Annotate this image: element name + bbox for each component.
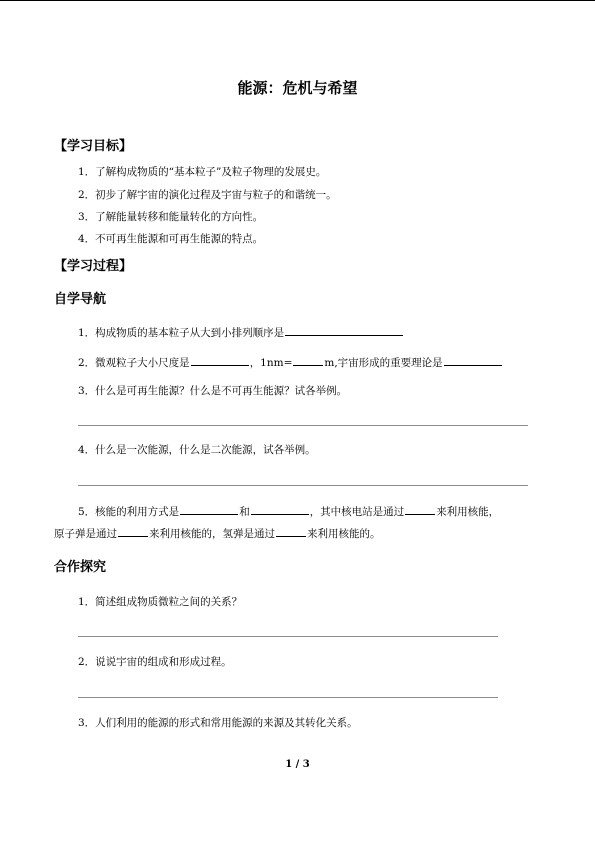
answer-blank[interactable] [251,502,309,515]
answer-line[interactable] [78,697,498,698]
question-text: m,宇宙形成的重要理论是 [324,357,443,369]
answer-blank[interactable] [191,353,249,366]
coop-heading: 合作探究 [54,560,107,575]
answer-blank[interactable] [285,323,403,336]
goal-item-4: 4．不可再生能源和可再生能源的特点。 [78,233,264,245]
question-text: 来利用核能的，氢弹是通过 [149,528,275,540]
goal-item-3: 3．了解能量转移和能量转化的方向性。 [78,211,264,223]
self-study-question-3: 3．什么是可再生能源？什么是不可再生能源？试各举例。 [78,385,348,397]
answer-line[interactable] [78,425,528,426]
self-study-question-4: 4．什么是一次能源，什么是二次能源，试各举例。 [78,444,316,456]
question-text: 2．微观粒子大小尺度是 [78,357,190,369]
question-text: 和 [239,506,250,518]
self-study-question-2 [78,353,503,371]
question-text: 来利用核能， [436,506,500,518]
answer-blank[interactable] [118,524,148,537]
page-title: 能源：危机与希望 [237,79,358,97]
self-study-question-1 [78,323,404,341]
answer-blank[interactable] [405,502,435,515]
goals-heading: 【学习目标】 [54,139,133,154]
question-text: 5．核能的利用方式是 [78,506,180,518]
question-text: 来利用核能的。 [307,528,381,540]
answer-blank[interactable] [444,353,502,366]
answer-blank[interactable] [180,502,238,515]
question-text: 原子弹是通过 [54,528,117,540]
goal-item-2: 2．初步了解宇宙的演化过程及宇宙与粒子的和谐统一。 [78,189,337,201]
coop-question-1: 1．简述组成物质微粒之间的关系？ [78,596,243,608]
question-text: 1．构成物质的基本粒子从大到小排列顺序是 [78,327,285,339]
page-number: 1 / 3 [285,759,310,770]
coop-question-2: 2．说说宇宙的组成和形成过程。 [78,656,232,668]
top-rule [0,0,595,1]
question-text: ，1nm= [249,357,293,369]
question-text: ，其中核电站是通过 [309,506,405,518]
coop-question-3: 3．人们利用的能源的形式和常用能源的来源及其转化关系。 [78,717,358,729]
answer-blank[interactable] [293,353,323,366]
answer-blank[interactable] [276,524,306,537]
self-study-heading: 自学导航 [54,292,107,307]
goal-item-1: 1．了解构成物质的“基本粒子”及粒子物理的发展史。 [78,166,327,178]
answer-line[interactable] [78,485,528,486]
self-study-question-5-continued [54,524,381,542]
answer-line[interactable] [78,636,498,637]
self-study-question-5 [78,502,499,520]
process-heading: 【学习过程】 [54,259,133,274]
